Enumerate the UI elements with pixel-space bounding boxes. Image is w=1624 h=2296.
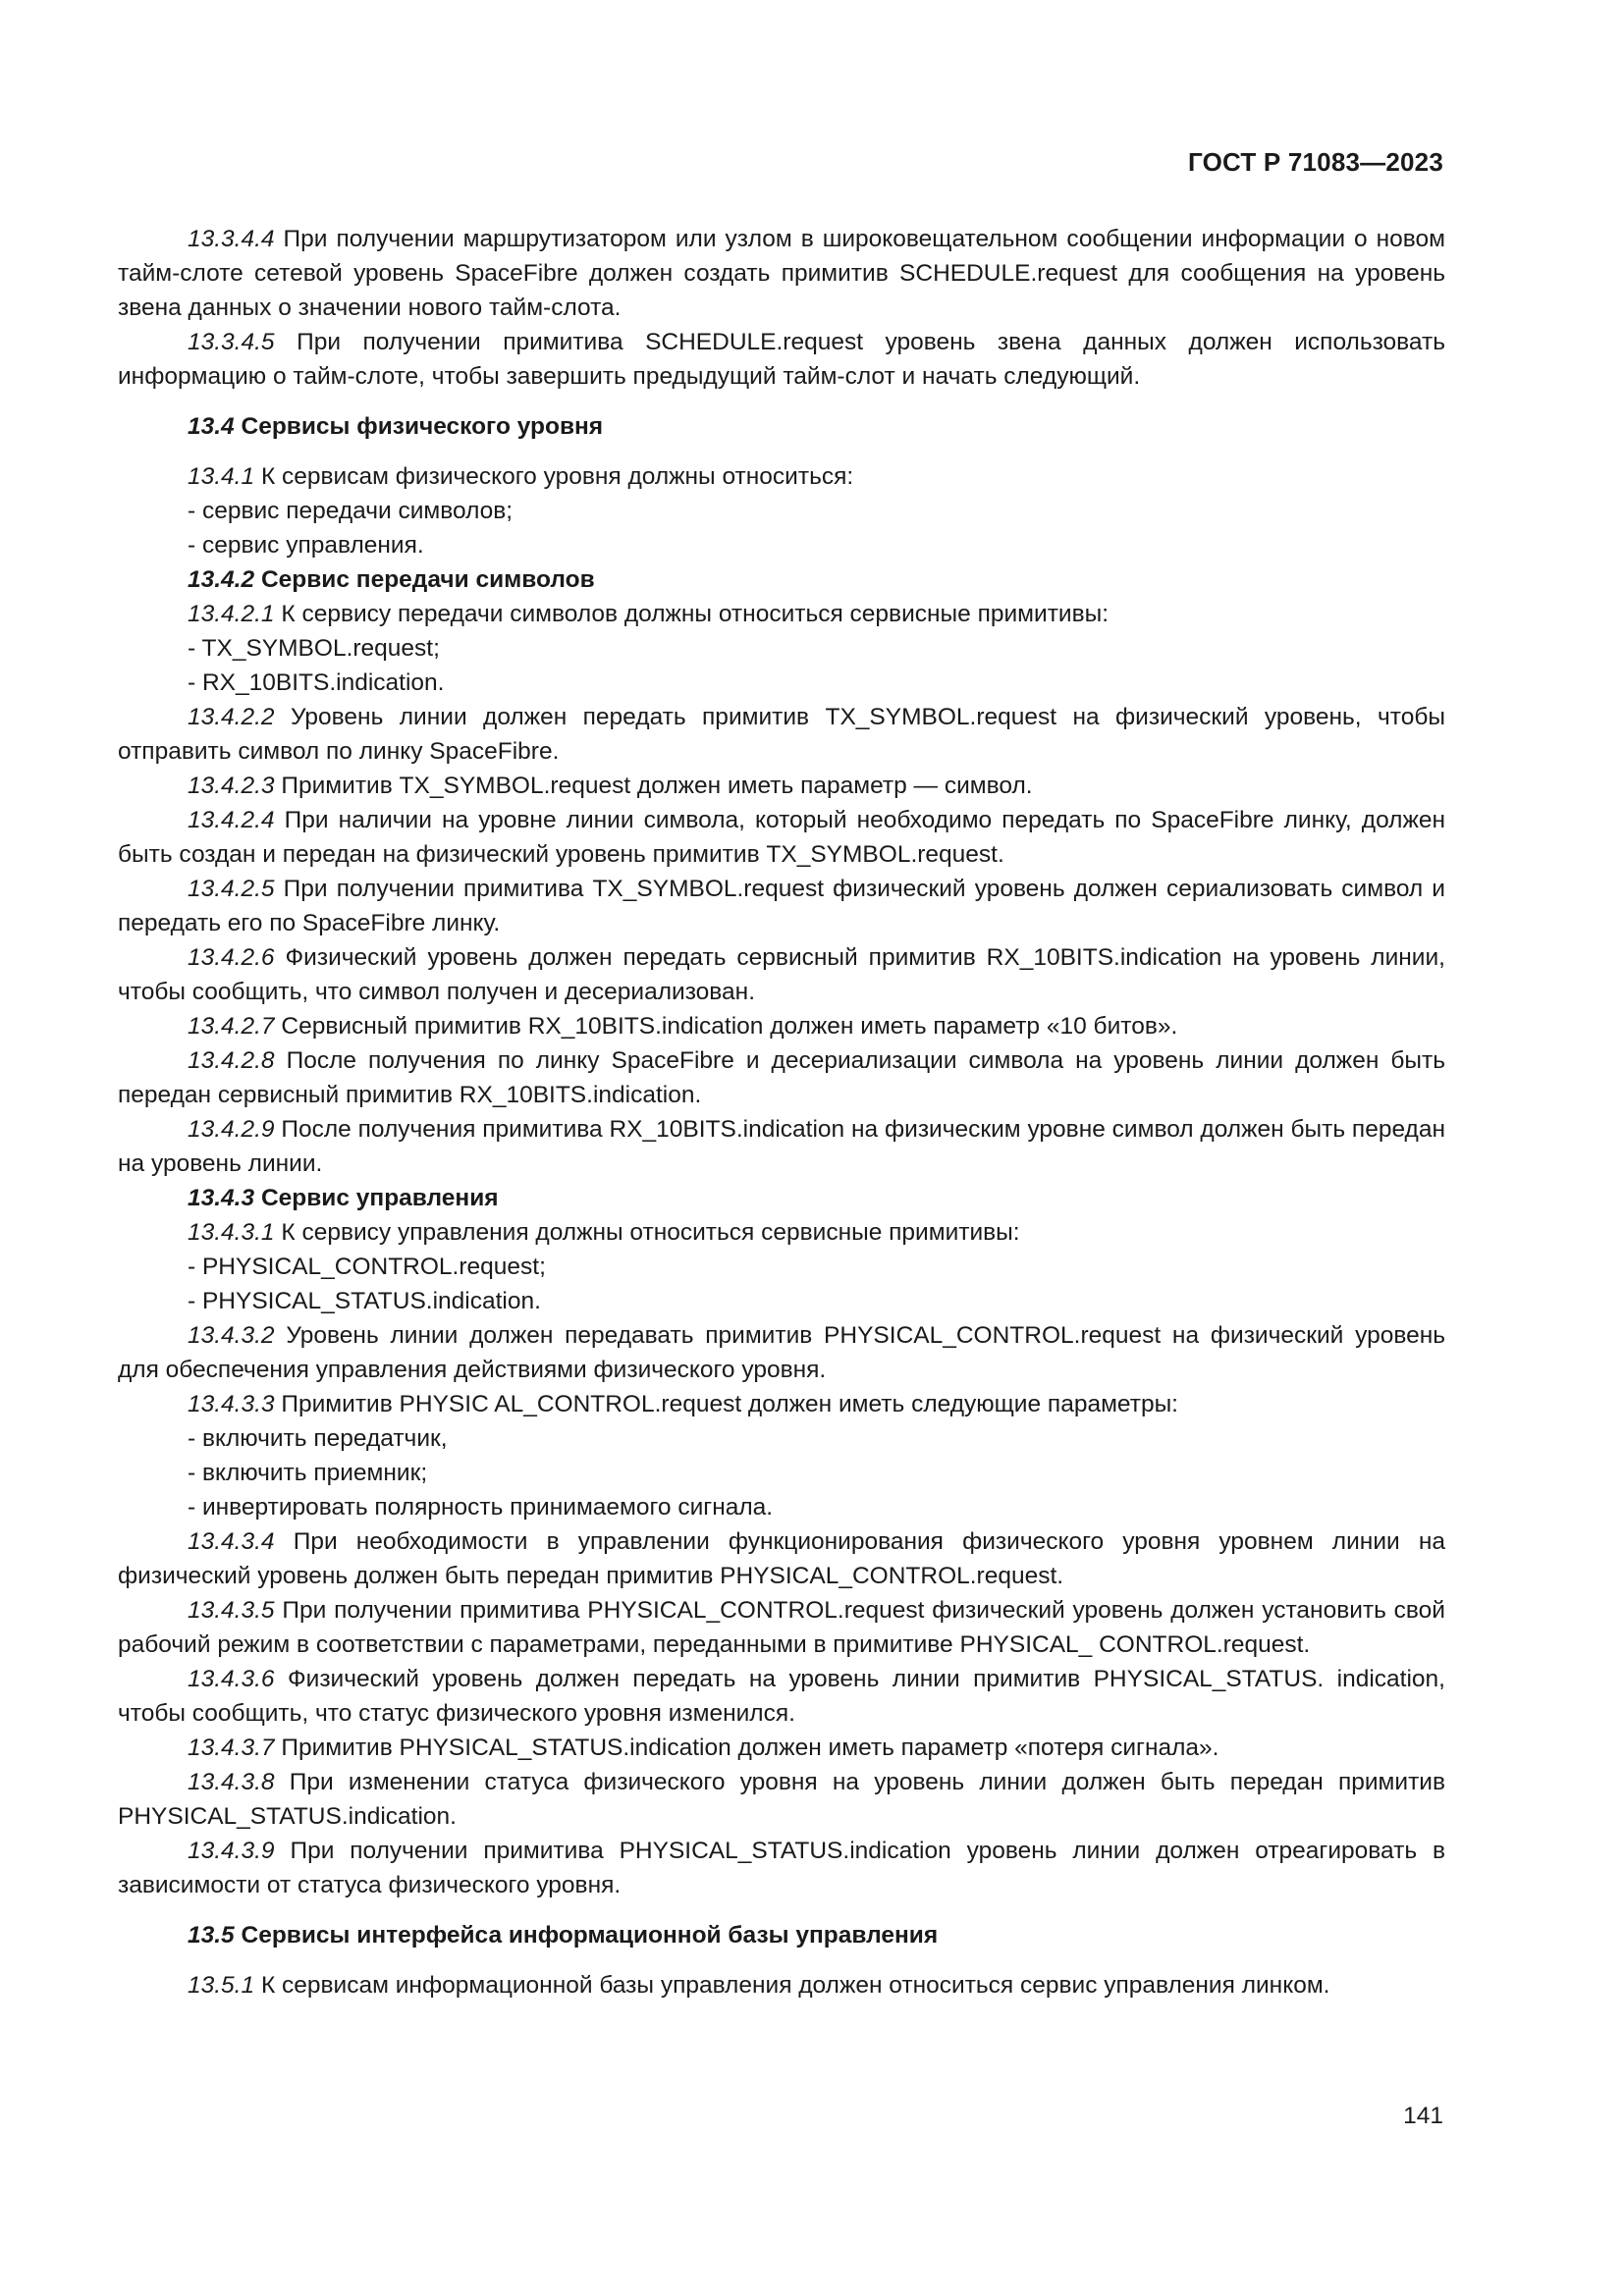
- subsection-heading-13-4-3: [118, 1181, 1445, 1215]
- list-item: - RX_10BITS.indication.: [188, 669, 445, 696]
- clause-number: 13.4.3.2: [188, 1322, 275, 1349]
- section-number: 13.4: [188, 413, 235, 440]
- clause-number: 13.4.2.5: [188, 876, 275, 902]
- clause-number: 13.4.3.9: [188, 1838, 275, 1864]
- subsection-number: 13.4.2: [188, 566, 255, 593]
- clause-13-4-2-9: [118, 1112, 1445, 1181]
- list-item: - инвертировать полярность принимаемого сигнала.: [188, 1494, 774, 1521]
- document-header: ГОСТ Р 71083—2023: [1188, 147, 1443, 177]
- clause-text: Примитив TX_SYMBOL.request должен иметь параметр — символ.: [281, 773, 1033, 799]
- list-item: - включить приемник;: [188, 1460, 428, 1486]
- clause-text: Уровень линии должен передать примитив TX_SYMBOL.request на физический уровень, чтобы отправить символ по линку SpaceFibre.: [118, 704, 1445, 765]
- clause-number: 13.5.1: [188, 1972, 255, 1999]
- clause-number: 13.4.2.2: [188, 704, 275, 730]
- clause-text: К сервисам информационной базы управления должен относиться сервис управления линком.: [260, 1972, 1330, 1999]
- clause-number: 13.4.2.9: [188, 1116, 275, 1143]
- clause-text: Физический уровень должен передать сервисный примитив RX_10BITS.indication на уровень линии, чтобы сообщить, что символ получен и десериализован.: [118, 944, 1445, 1005]
- clause-number: 13.4.3.7: [188, 1735, 275, 1761]
- clause-text: При получении примитива PHYSICAL_STATUS.indication уровень линии должен отреагировать в зависимости от статуса физического уровня.: [118, 1838, 1445, 1898]
- section-title: Сервисы интерфейса информационной базы управления: [241, 1922, 939, 1949]
- subsection-title: Сервис передачи символов: [260, 566, 595, 593]
- clause-text: Физический уровень должен передать на уровень линии примитив PHYSICAL_STATUS. indication, чтобы сообщить, что статус физического уровня изменился.: [118, 1666, 1445, 1727]
- clause-13-4-1: [118, 459, 1445, 494]
- section-heading-13-5: [118, 1918, 1445, 1952]
- clause-text: После получения примитива RX_10BITS.indication на физическим уровне символ должен быть передан на уровень линии.: [118, 1116, 1445, 1177]
- clause-number: 13.4.3.6: [188, 1666, 275, 1692]
- clause-text: К сервису передачи символов должны относиться сервисные примитивы:: [281, 601, 1110, 627]
- clause-13-4-3-2: [118, 1318, 1445, 1387]
- clause-13-4-2-5: [118, 872, 1445, 940]
- clause-13-4-2-8: [118, 1043, 1445, 1112]
- clause-number: 13.4.1: [188, 463, 255, 490]
- clause-text: При получении примитива TX_SYMBOL.request физический уровень должен сериализовать символ и передать его по SpaceFibre линку.: [118, 876, 1445, 936]
- clause-text: Примитив PHYSICAL_STATUS.indication должен иметь параметр «потеря сигнала».: [281, 1735, 1219, 1761]
- clause-text: Сервисный примитив RX_10BITS.indication должен иметь параметр «10 битов».: [281, 1013, 1178, 1040]
- list-item: - PHYSICAL_STATUS.indication.: [188, 1288, 541, 1314]
- clause-text: К сервису управления должны относиться сервисные примитивы:: [281, 1219, 1020, 1246]
- clause-text: При наличии на уровне линии символа, который необходимо передать по SpaceFibre линку, должен быть создан и передан на физический уровень примитив TX_SYMBOL.request.: [118, 807, 1445, 868]
- clause-13-3-4-5: [118, 325, 1445, 394]
- list-item: - PHYSICAL_CONTROL.request;: [188, 1254, 546, 1280]
- subsection-title: Сервис управления: [260, 1185, 499, 1211]
- body-text: [118, 222, 1445, 2002]
- section-heading-13-4: [118, 409, 1445, 444]
- clause-13-4-2-3: [118, 769, 1445, 803]
- clause-13-5-1: [118, 1968, 1445, 2002]
- list-item: - включить передатчик,: [188, 1425, 448, 1452]
- clause-text: При получении примитива PHYSICAL_CONTROL.request физический уровень должен установить свой рабочий режим в соответствии с параметрами, переданными в примитиве PHYSICAL_ CONTROL.request.: [118, 1597, 1445, 1658]
- clause-13-4-3-4: [118, 1524, 1445, 1593]
- clause-number: 13.3.4.5: [188, 329, 275, 355]
- list-item: - сервис управления.: [188, 532, 424, 559]
- clause-text: При изменении статуса физического уровня на уровень линии должен быть передан примитив PHYSICAL_STATUS.indication.: [118, 1769, 1445, 1830]
- clause-number: 13.4.2.6: [188, 944, 275, 971]
- clause-number: 13.4.2.1: [188, 601, 275, 627]
- clause-13-3-4-4: [118, 222, 1445, 325]
- clause-text: При получении маршрутизатором или узлом в широковещательном сообщении информации о новом тайм-слоте сетевой уровень SpaceFibre должен создать примитив SCHEDULE.request для сообщения на уровень звена данных о значении нового тайм-слота.: [118, 226, 1445, 321]
- clause-13-4-2-6: [118, 940, 1445, 1009]
- clause-number: 13.4.2.7: [188, 1013, 275, 1040]
- clause-number: 13.4.3.8: [188, 1769, 275, 1795]
- clause-number: 13.4.3.4: [188, 1528, 275, 1555]
- list-item: - сервис передачи символов;: [188, 498, 514, 524]
- clause-number: 13.4.2.8: [188, 1047, 275, 1074]
- clause-13-4-3-8: [118, 1765, 1445, 1834]
- clause-text: При получении примитива SCHEDULE.request уровень звена данных должен использовать информацию о тайм-слоте, чтобы завершить предыдущий тайм-слот и начать следующий.: [118, 329, 1445, 390]
- clause-13-4-2-1: [118, 597, 1445, 631]
- clause-text: При необходимости в управлении функционирования физического уровня уровнем линии на физический уровень должен быть передан примитив PHYSICAL_CONTROL.request.: [118, 1528, 1445, 1589]
- clause-number: 13.4.3.3: [188, 1391, 275, 1417]
- clause-13-4-3-3: [118, 1387, 1445, 1421]
- clause-13-4-2-4: [118, 803, 1445, 872]
- clause-13-4-3-7: [118, 1731, 1445, 1765]
- clause-13-4-2-2: [118, 700, 1445, 769]
- clause-number: 13.4.2.3: [188, 773, 275, 799]
- section-title: Сервисы физического уровня: [241, 413, 604, 440]
- clause-number: 13.4.3.5: [188, 1597, 275, 1624]
- subsection-heading-13-4-2: [118, 562, 1445, 597]
- clause-13-4-3-6: [118, 1662, 1445, 1731]
- clause-text: Уровень линии должен передавать примитив PHYSICAL_CONTROL.request на физический уровень для обеспечения управления действиями физического уровня.: [118, 1322, 1445, 1383]
- clause-number: 13.4.2.4: [188, 807, 275, 833]
- clause-13-4-3-9: [118, 1834, 1445, 1902]
- subsection-number: 13.4.3: [188, 1185, 255, 1211]
- page-number: 141: [1403, 2103, 1443, 2129]
- clause-13-4-3-5: [118, 1593, 1445, 1662]
- section-number: 13.5: [188, 1922, 235, 1949]
- clause-text: К сервисам физического уровня должны относиться:: [260, 463, 854, 490]
- clause-text: После получения по линку SpaceFibre и десериализации символа на уровень линии должен быть передан сервисный примитив RX_10BITS.indication.: [118, 1047, 1445, 1108]
- clause-number: 13.3.4.4: [188, 226, 275, 252]
- clause-13-4-3-1: [118, 1215, 1445, 1250]
- list-item: - TX_SYMBOL.request;: [188, 635, 440, 662]
- clause-13-4-2-7: [118, 1009, 1445, 1043]
- clause-number: 13.4.3.1: [188, 1219, 275, 1246]
- clause-text: Примитив PHYSIC AL_CONTROL.request должен иметь следующие параметры:: [281, 1391, 1178, 1417]
